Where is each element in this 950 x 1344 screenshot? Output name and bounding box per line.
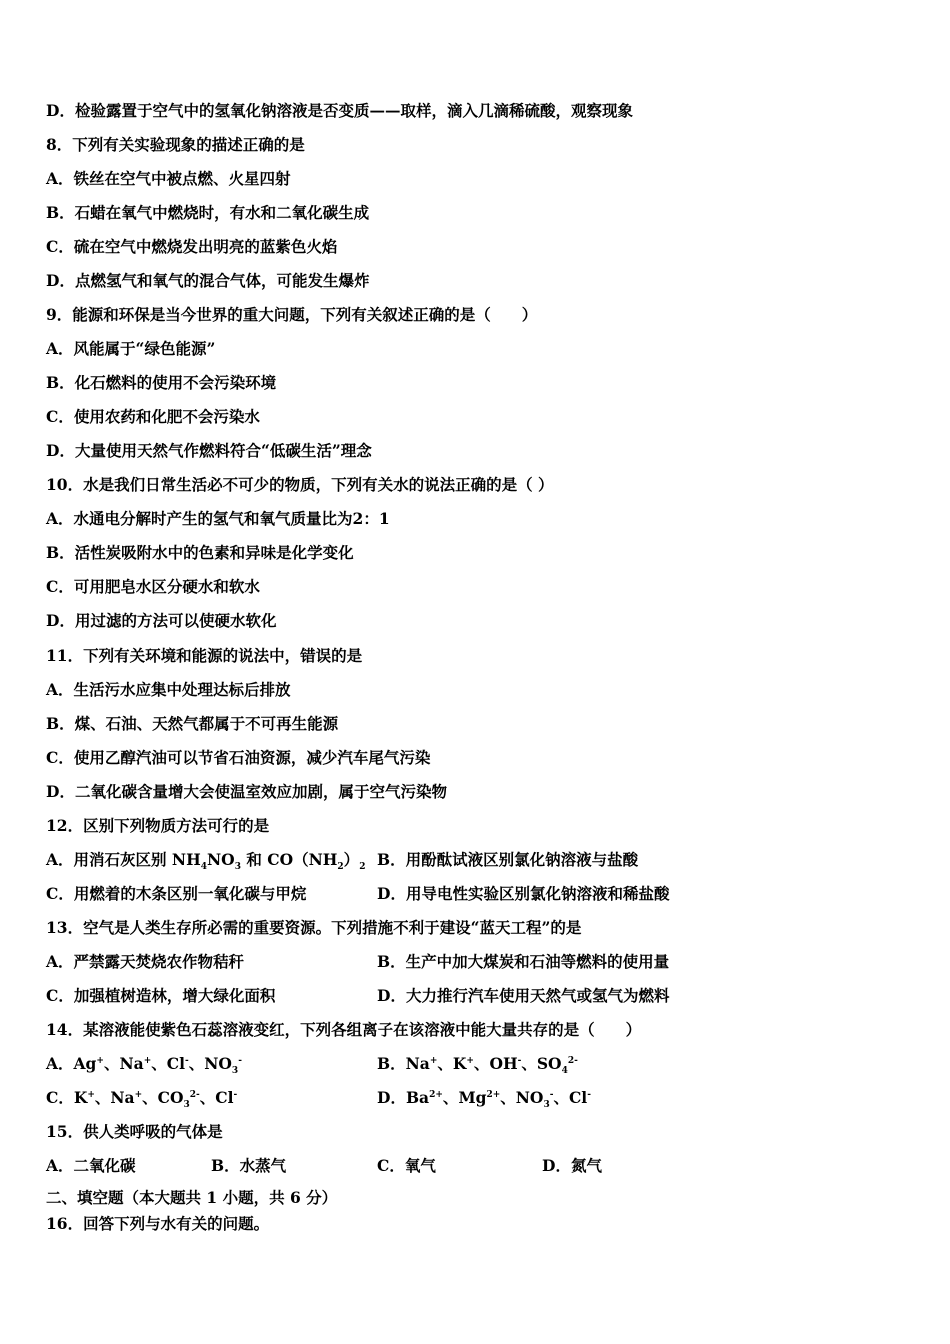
- q14-row-2: [46, 1087, 896, 1109]
- q13-row-2: [46, 985, 896, 1007]
- q13-option-a: A．严禁露天焚烧农作物秸秆: [46, 952, 245, 971]
- q9-option-a: A．风能属于“绿色能源”: [46, 339, 216, 358]
- q10-option-d: D．用过滤的方法可以使硬水软化: [46, 611, 277, 630]
- q13-row-1: [46, 951, 896, 973]
- q13-option-c: C．加强植树造林，增大绿化面积: [46, 986, 276, 1005]
- q12-option-d: D．用导电性实验区别氯化钠溶液和稀盐酸: [377, 884, 670, 903]
- q14-option-b: B．Na+、K+、OH-、$SO_4^{2-}$: [377, 1054, 578, 1077]
- q8-stem: 8．下列有关实验现象的描述正确的是: [46, 135, 305, 154]
- q12-option-b: B．用酚酞试液区别氯化钠溶液与盐酸: [377, 850, 639, 869]
- q10-option-b: B．活性炭吸附水中的色素和异味是化学变化: [46, 543, 354, 562]
- q10-option-a: A．水通电分解时产生的氢气和氧气质量比为2：1: [46, 509, 390, 528]
- q15-option-b: B．水蒸气: [211, 1156, 287, 1175]
- q11-option-c: C．使用乙醇汽油可以节省石油资源，减少汽车尾气污染: [46, 748, 431, 767]
- q13-option-d: D．大力推行汽车使用天然气或氢气为燃料: [377, 986, 670, 1005]
- q15-option-a: A．二氧化碳: [46, 1156, 136, 1175]
- q10-option-c: C．可用肥皂水区分硬水和软水: [46, 577, 260, 596]
- q14-option-c: C．K+、Na+、$CO_3^{2-}$、Cl-: [46, 1088, 238, 1111]
- q15-row: [46, 1155, 896, 1177]
- q12-row-1: [46, 849, 896, 871]
- q14-row-1: [46, 1053, 896, 1075]
- q10-stem: 10．水是我们日常生活必不可少的物质，下列有关水的说法正确的是（ ）: [46, 475, 554, 494]
- q8-option-c: C．硫在空气中燃烧发出明亮的蓝紫色火焰: [46, 237, 338, 256]
- q12-row-2: [46, 883, 896, 905]
- q13-stem: 13．空气是人类生存所必需的重要资源。下列措施不利于建设“蓝天工程”的是: [46, 918, 582, 937]
- q9-option-c: C．使用农药和化肥不会污染水: [46, 407, 260, 426]
- q16-stem: 16．回答下列与水有关的问题。: [46, 1214, 270, 1233]
- q12-option-c: C．用燃着的木条区别一氧化碳与甲烷: [46, 884, 307, 903]
- q14-option-a: A．Ag+、Na+、Cl-、$NO_3^-$: [46, 1054, 242, 1077]
- q7-option-d: D．检验露置于空气中的氢氧化钠溶液是否变质——取样，滴入几滴稀硫酸，观察现象: [46, 101, 633, 120]
- q9-stem: 9．能源和环保是当今世界的重大问题，下列有关叙述正确的是（ ）: [46, 305, 538, 324]
- q9-option-d: D．大量使用天然气作燃料符合“低碳生活”理念: [46, 441, 372, 460]
- q15-option-d: D．氮气: [542, 1156, 602, 1175]
- q14-option-d: D．$Ba^{2+}$、$Mg^{2+}$、$NO_3^-$、Cl-: [377, 1088, 591, 1111]
- q15-stem: 15．供人类呼吸的气体是: [46, 1122, 223, 1141]
- section-heading: 二、填空题（本大题共 1 小题，共 6 分）: [46, 1188, 338, 1207]
- q12-stem: 12．区别下列物质方法可行的是: [46, 816, 270, 835]
- q14-stem: 14．某溶液能使紫色石蕊溶液变红，下列各组离子在该溶液中能大量共存的是（ ）: [46, 1020, 642, 1039]
- q11-option-d: D．二氧化碳含量增大会使温室效应加剧，属于空气污染物: [46, 782, 447, 801]
- q8-option-b: B．石蜡在氧气中燃烧时，有水和二氧化碳生成: [46, 203, 370, 222]
- q11-option-b: B．煤、石油、天然气都属于不可再生能源: [46, 714, 339, 733]
- q9-option-b: B．化石燃料的使用不会污染环境: [46, 373, 277, 392]
- q11-stem: 11．下列有关环境和能源的说法中，错误的是: [46, 646, 363, 665]
- q8-option-d: D．点燃氢气和氧气的混合气体，可能发生爆炸: [46, 271, 370, 290]
- q15-option-c: C．氧气: [377, 1156, 436, 1175]
- q13-option-b: B．生产中加大煤炭和石油等燃料的使用量: [377, 952, 670, 971]
- q11-option-a: A．生活污水应集中处理达标后排放: [46, 680, 291, 699]
- q8-option-a: A．铁丝在空气中被点燃、火星四射: [46, 169, 291, 188]
- q12-option-a: A．用消石灰区别 $NH_4NO_3$ 和 $CO(NH_2)_2$: [46, 850, 366, 873]
